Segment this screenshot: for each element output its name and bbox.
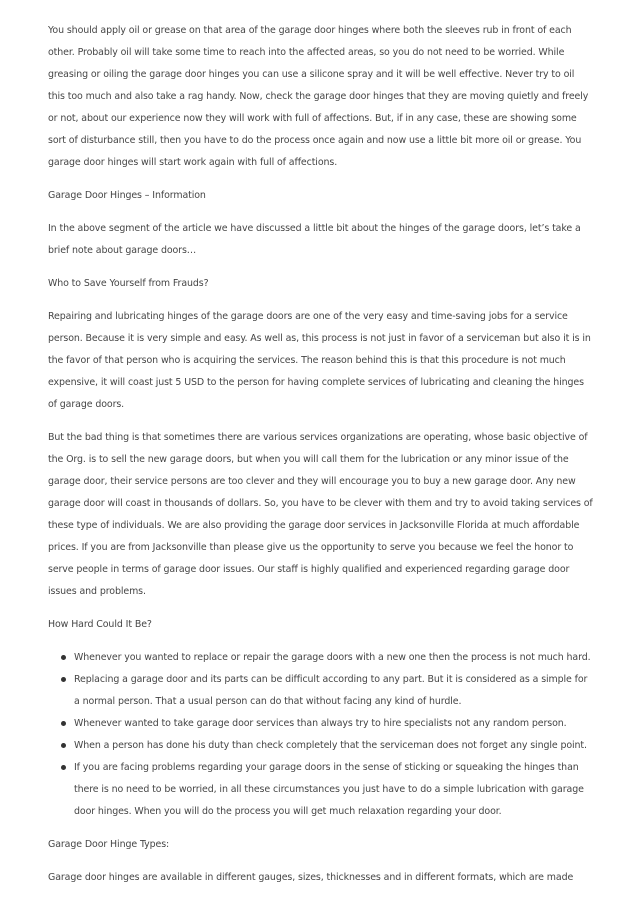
paragraph-brief-note: In the above segment of the article we have discussed a little bit about the hinges of the garage doors, let’s take a brief note about garage doors… — [48, 223, 581, 256]
list-item-text: Replacing a garage door and its parts can be difficult according to any part. But it is considered as a simple for a normal person. That a usual person can do that without facing any kind of hurdle. — [74, 674, 588, 707]
list-item — [74, 647, 593, 669]
list-item — [74, 735, 593, 757]
list-item-text: Whenever you wanted to replace or repair the garage doors with a new one then the process is not much hard. — [74, 652, 591, 663]
list-item-text: When a person has done his duty than check completely that the serviceman does not forget any single point. — [74, 740, 587, 751]
paragraph-service-organizations: But the bad thing is that sometimes there are various services organizations are operating, whose basic objective of the Org. is to sell the new garage doors, but when you will call them for the lubrication or any minor issue of the garage door, their service persons are too clever and they will encourage you to buy a new garage door. Any new garage door will coast in thousands of dollars. So, you have to be clever with them and try to avoid taking services of these type of individuals. We are also providing the garage door services in Jacksonville Florida at much affordable prices. If you are from Jacksonville than please give us the opportunity to serve you because we feel the honor to serve people in terms of garage door issues. Our staff is highly qualified and experienced regarding garage door issues and problems. — [48, 432, 593, 597]
bullet-list — [48, 647, 593, 823]
list-item — [74, 669, 593, 713]
bullet-dot-icon — [61, 765, 66, 770]
heading-how-hard: How Hard Could It Be? — [48, 619, 152, 630]
paragraph-repairing-lubricating: Repairing and lubricating hinges of the garage doors are one of the very easy and time-saving jobs for a service person. Because it is very simple and easy. As well as, this process is not just in favor of a serviceman but also it is in the favor of that person who is acquiring the services. The reason behind this is that this procedure is not much expensive, it will coast just 5 USD to the person for having complete services of lubricating and cleaning the hinges of garage doors. — [48, 311, 591, 410]
heading-frauds: Who to Save Yourself from Frauds? — [48, 278, 209, 289]
list-item-text: Whenever wanted to take garage door services than always try to hire specialists not any random person. — [74, 718, 567, 729]
document-page — [48, 20, 593, 900]
bullet-dot-icon — [61, 743, 66, 748]
heading-hinges-information: Garage Door Hinges – Information — [48, 190, 206, 201]
heading-hinge-types: Garage Door Hinge Types: — [48, 839, 170, 850]
list-item — [74, 713, 593, 735]
bullet-dot-icon — [61, 721, 66, 726]
list-item — [74, 757, 593, 823]
bullet-dot-icon — [61, 655, 66, 660]
bullet-dot-icon — [61, 677, 66, 682]
paragraph-hinge-types: Garage door hinges are available in different gauges, sizes, thicknesses and in different formats, which are made — [48, 872, 574, 883]
list-item-text: If you are facing problems regarding your garage doors in the sense of sticking or squeaking the hinges than there is no need to be worried, in all these circumstances you just have to do a simple lubrication with garage door hinges. When you will do the process you will get much relaxation regarding your door. — [74, 762, 584, 817]
paragraph-oiling-hinges: You should apply oil or grease on that area of the garage door hinges where both the sleeves rub in front of each other. Probably oil will take some time to reach into the affected areas, so you do not need to be worried. While greasing or oiling the garage door hinges you can use a silicone spray and it will be well effective. Never try to oil this too much and also take a rag handy. Now, check the garage door hinges that they are moving quietly and freely or not, about our experience now they will work with full of affections. But, if in any case, these are showing some sort of disturbance still, then you have to do the process once again and now use a little bit more oil or grease. You garage door hinges will start work again with full of affections. — [48, 25, 589, 168]
